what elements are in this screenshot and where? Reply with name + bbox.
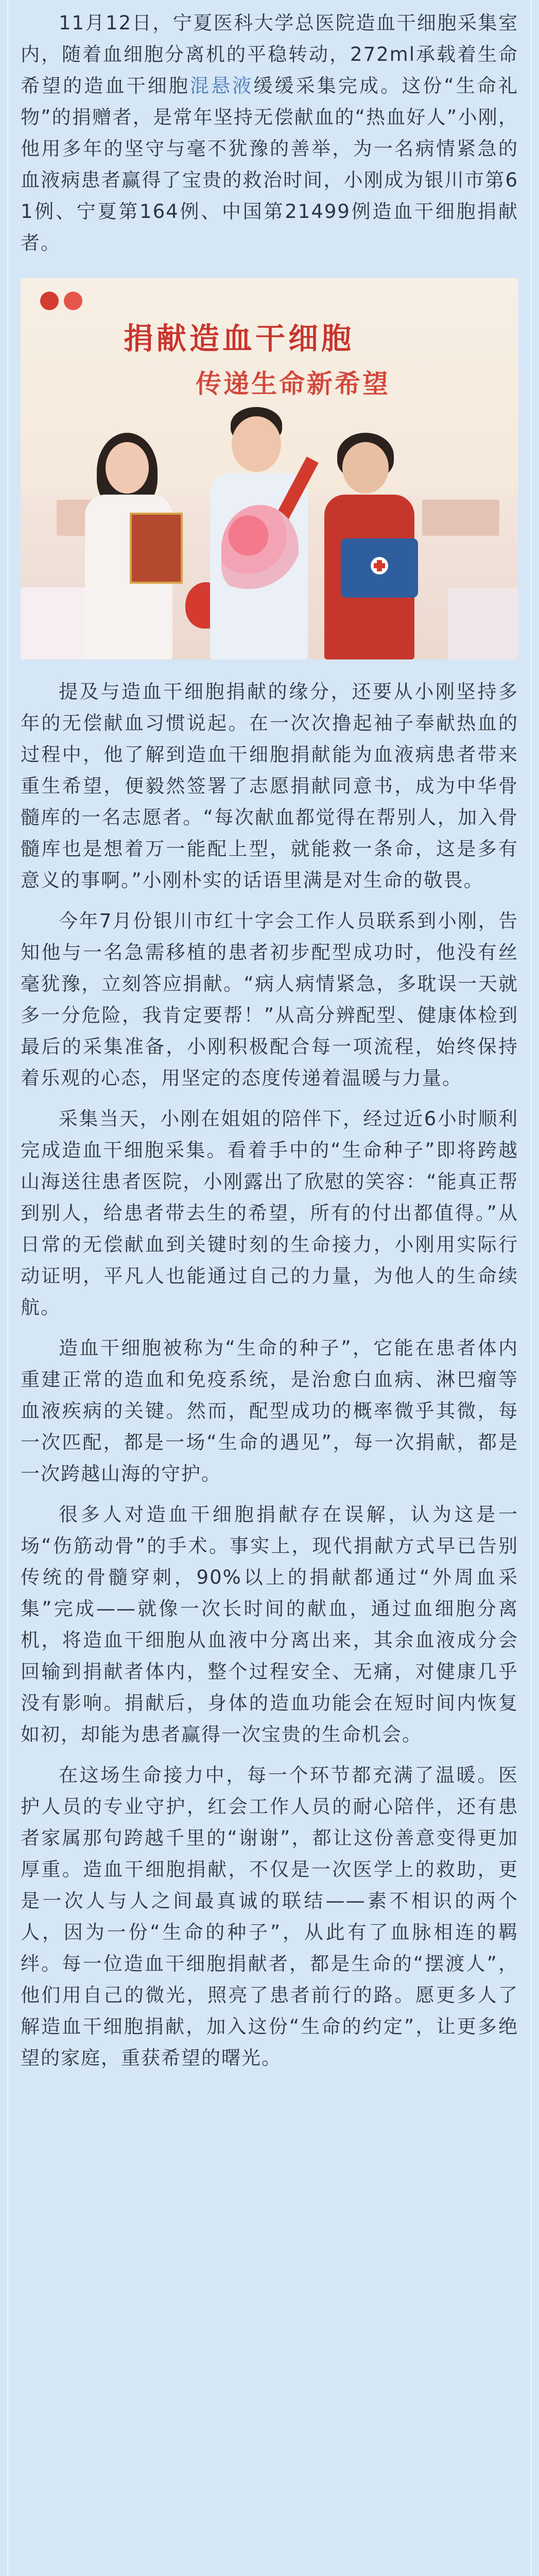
right-border-line [531, 0, 532, 2576]
wall-panel-right [422, 500, 499, 536]
article-content [21, 7, 518, 2083]
article-paragraph-1 [21, 7, 518, 259]
hospital-logo-icon [64, 292, 82, 310]
article-paragraph-7: 在这场生命接力中，每一个环节都充满了温暖。医护人员的专业守护，红会工作人员的耐心陪伴，还有患者家属那句跨越千里的“谢谢”，都让这份善意变得更加厚重。造血干细胞捐献，不仅是一次医学上的救助，更是一次人与人之间最真诚的联结——素不相识的两个人，因为一份“生命的种子”，从此有了血脉相连的羁绊。每一位造血干细胞捐献者，都是生命的“摆渡人”，他们用自己的微光，照亮了患者前行的路。愿更多人了解造血干细胞捐献，加入这份“生命的约定”，让更多绝望的家庭，重获希望的曙光。 [21, 1764, 518, 2069]
paragraph-1-text-start: 11月12日，宁夏医科大学总医院造血干细胞采集室内，随着血细胞分离机的平稳转动，272ml承载着生命希望的造血干细胞 [21, 12, 518, 97]
left-border-line [7, 0, 8, 2576]
hospital-bed-right [448, 587, 518, 659]
article-paragraph-6: 很多人对造血干细胞捐献存在误解，认为这是一场“伤筋动骨”的手术。事实上，现代捐献方式早已告别传统的骨髓穿刺，90%以上的捐献都通过“外周血采集”完成——就像一次长时间的献血，通过血细胞分离机，将造血干细胞从血液中分离出来，其余血液成分会回输到捐献者体内，整个过程安全、无痛，对健康几乎没有影响。捐献后，身体的造血功能会在短时间内恢复如初，却能为患者赢得一次宝贵的生命机会。 [21, 1503, 518, 1745]
flower-bouquet [221, 505, 299, 592]
paragraph-1-text-end: 缓缓采集完成。这份“生命礼物”的捐赠者，是常年坚持无偿献血的“热血好人”小刚，他用多年的坚守与毫不犹豫的善举，为一名病情紧急的血液病患者赢得了宝贵的救治时间，小刚成为银川市第61例、宁夏第164例、中国第21499例造血干细胞捐献者。 [21, 75, 519, 254]
article-paragraph-4: 采集当天，小刚在姐姐的陪伴下，经过近6小时顺利完成造血干细胞采集。看着手中的“生命种子”即将跨越山海送往患者医院，小刚露出了欣慰的笑容：“能真正帮到别人，给患者带去生的希望，所有的付出都值得。”从日常的无偿献血到关键时刻的生命接力，小刚用实际行动证明，平凡人也能通过自己的力量，为他人的生命续航。 [21, 1108, 518, 1318]
certificate [130, 513, 183, 584]
cell-transport-box [341, 538, 418, 598]
donor-face [232, 416, 281, 472]
photo-banner-line-2: 传递生命新希望 [196, 368, 390, 399]
donation-photo [21, 278, 518, 659]
red-cross-logo-icon [40, 292, 59, 310]
red-cross-icon [371, 557, 388, 574]
staff-face [342, 442, 389, 494]
article-paragraph-5: 造血干细胞被称为“生命的种子”，它能在患者体内重建正常的造血和免疫系统，是治愈白血病、淋巴瘤等血液疾病的关键。然而，配型成功的概率微乎其微，每一次匹配，都是一场“生命的遇见”，每一次捐献，都是一次跨越山海的守护。 [21, 1337, 518, 1485]
suspension-link[interactable]: 混悬液 [189, 75, 254, 97]
article-paragraph-2: 提及与造血干细胞捐献的缘分，还要从小刚坚持多年的无偿献血习惯说起。在一次次撸起袖子奉献热血的过程中，他了解到造血干细胞捐献能为血液病患者带来重生希望，便毅然签署了志愿捐献同意书，成为中华骨髓库的一名志愿者。“每次献血都觉得在帮别人，加入骨髓库也是想着万一能配上型，就能救一条命，这是多有意义的事啊。”小刚朴实的话语里满是对生命的敬畏。 [21, 681, 518, 891]
photo-banner-line-1: 捐献造血干细胞 [124, 321, 355, 356]
article-paragraph-3: 今年7月份银川市红十字会工作人员联系到小刚，告知他与一名急需移植的患者初步配型成功时，他没有丝毫犹豫，立刻答应捐献。“病人病情紧急，多耽误一天就多一分危险，我肯定要帮！”从高分辨配型、健康体检到最后的采集准备，小刚积极配合每一项流程，始终保持着乐观的心态，用坚定的态度传递着温暖与力量。 [21, 910, 518, 1089]
sister-face [106, 442, 149, 494]
